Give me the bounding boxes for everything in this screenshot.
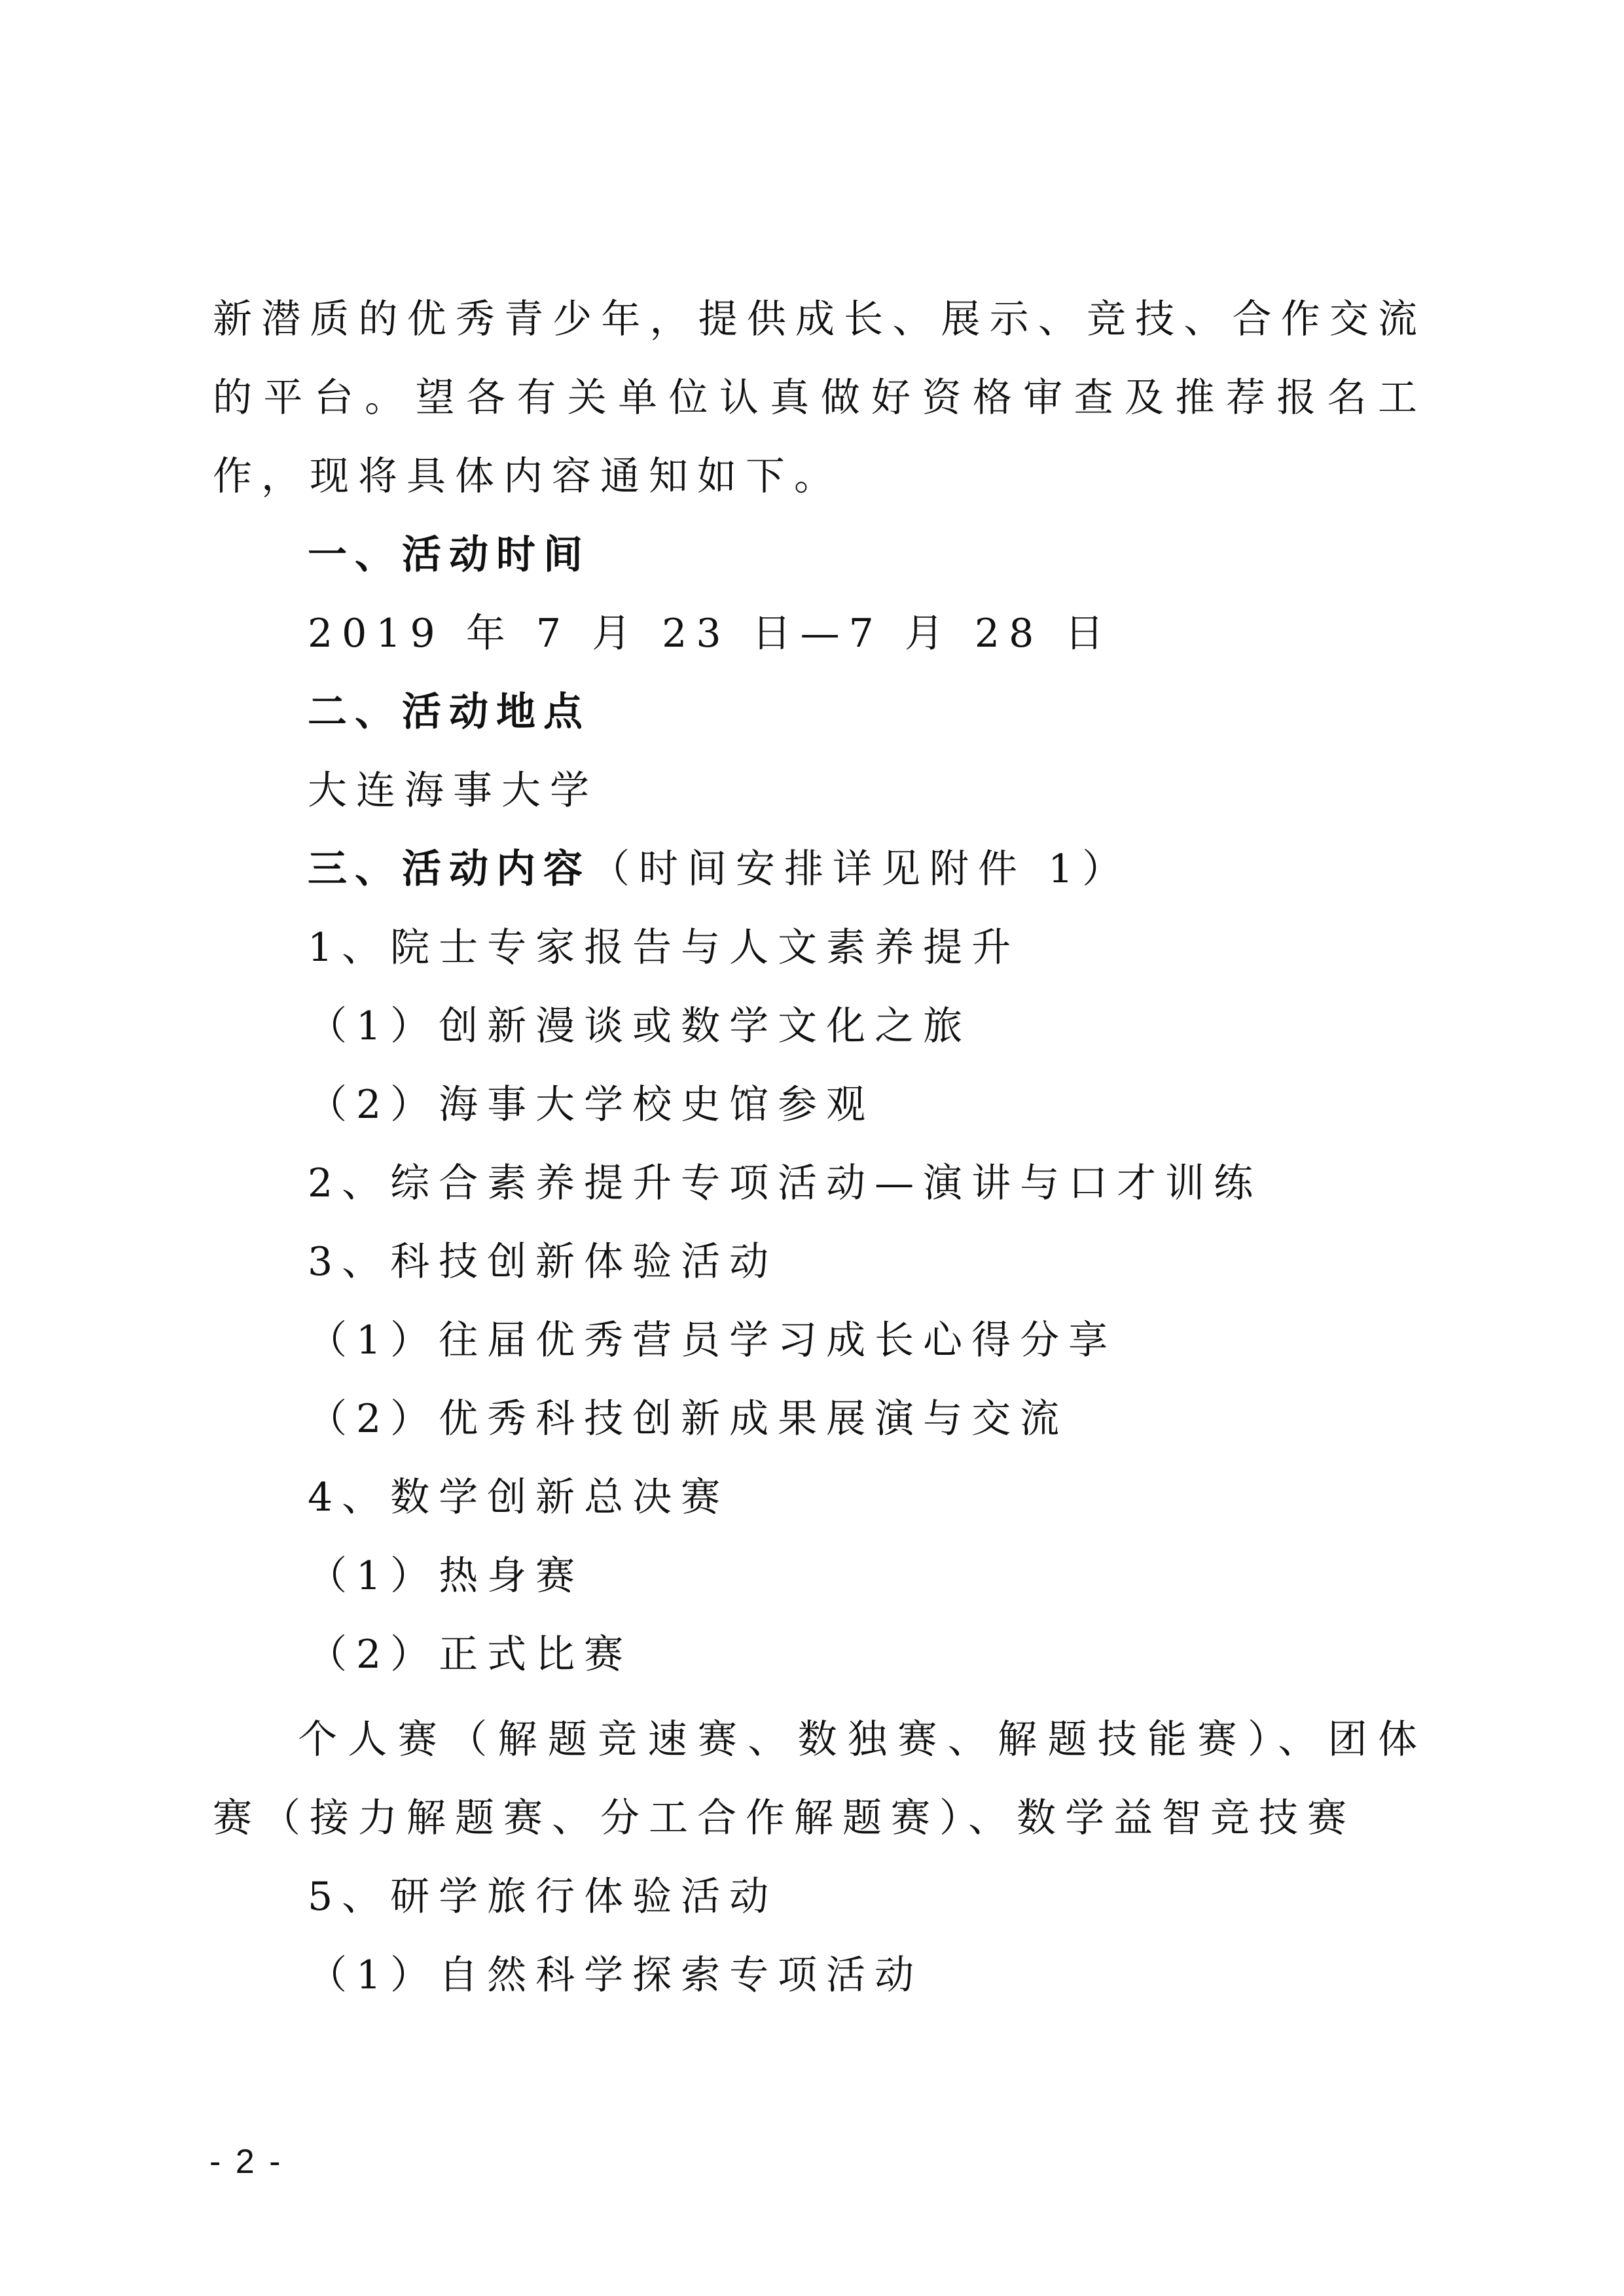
intro-line-2: 的平台。望各有关单位认真做好资格审查及推荐报名工 xyxy=(213,375,1417,421)
item-4-detail-line-1: 个人赛（解题竞速赛、数独赛、解题技能赛）、团体 xyxy=(298,1717,1417,1763)
section-1-heading: 一、活动时间 xyxy=(308,532,590,578)
item-3: 3、科技创新体验活动 xyxy=(308,1239,778,1285)
item-5-1: （1）自然科学探索专项活动 xyxy=(308,1952,924,1998)
item-2: 2、综合素养提升专项活动—演讲与口才训练 xyxy=(308,1160,1263,1206)
item-3-1: （1）往届优秀营员学习成长心得分享 xyxy=(308,1318,1117,1363)
item-3-2: （2）优秀科技创新成果展演与交流 xyxy=(308,1396,1069,1442)
section-1-body: 2019 年 7 月 23 日—7 月 28 日 xyxy=(308,611,1113,656)
intro-line-1: 新潜质的优秀青少年，提供成长、展示、竞技、合作交流 xyxy=(213,296,1417,342)
item-5: 5、研学旅行体验活动 xyxy=(308,1874,778,1920)
item-4-2: （2）正式比赛 xyxy=(308,1632,633,1677)
section-2-body: 大连海事大学 xyxy=(308,768,598,814)
item-4-detail-line-2: 赛（接力解题赛、分工合作解题赛）、数学益智竞技赛 xyxy=(213,1795,1356,1841)
item-4: 4、数学创新总决赛 xyxy=(308,1475,730,1520)
page-number: - 2 - xyxy=(209,2143,283,2181)
intro-line-3: 作，现将具体内容通知如下。 xyxy=(213,454,842,499)
item-1-1: （1）创新漫谈或数学文化之旅 xyxy=(308,1003,972,1049)
section-3-note: （时间安排详见附件 1） xyxy=(590,846,1131,892)
section-3-heading: 三、活动内容 xyxy=(308,846,590,892)
item-4-1: （1）热身赛 xyxy=(308,1553,585,1599)
item-1: 1、院士专家报告与人文素养提升 xyxy=(308,925,1020,971)
item-1-2: （2）海事大学校史馆参观 xyxy=(308,1082,875,1128)
section-3-heading-row xyxy=(308,843,1420,895)
section-2-heading: 二、活动地点 xyxy=(308,689,590,735)
